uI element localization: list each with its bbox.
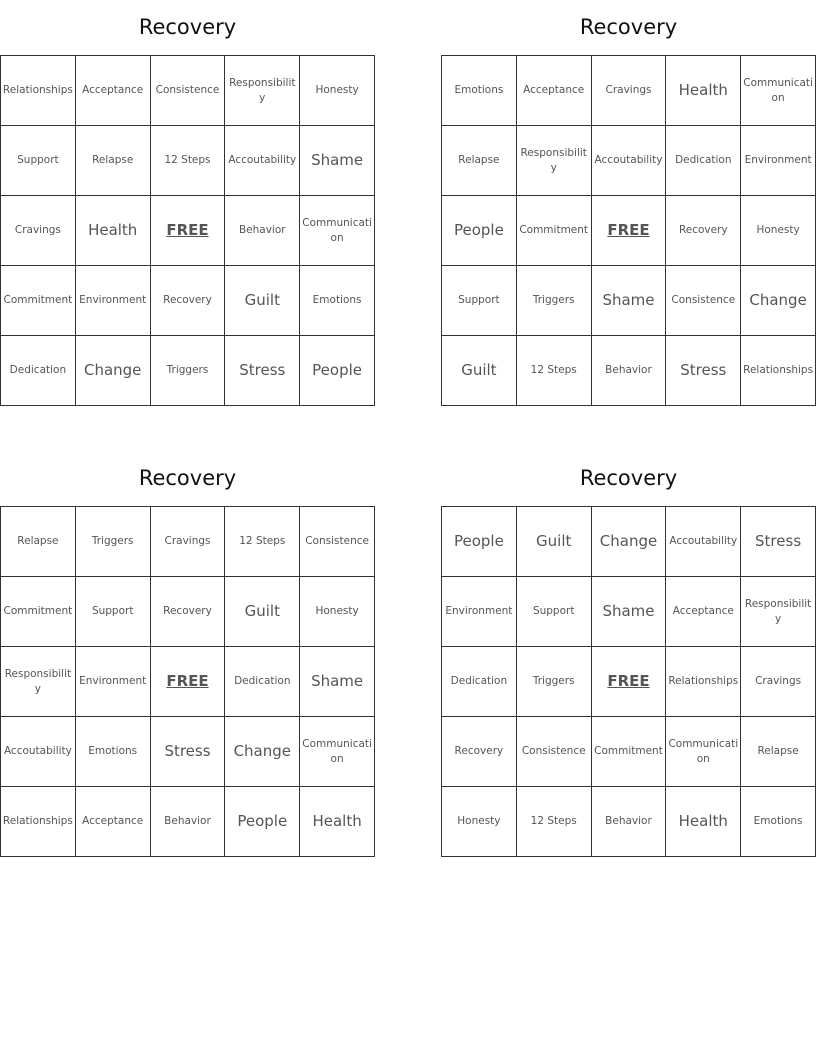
bingo-cell: Dedication — [225, 647, 300, 717]
free-space-cell: FREE — [151, 647, 226, 717]
bingo-cell: Emotions — [442, 56, 517, 126]
bingo-cell: People — [442, 196, 517, 266]
bingo-cell: Shame — [300, 126, 375, 196]
bingo-cell: Honesty — [300, 577, 375, 647]
bingo-card-4 — [441, 451, 816, 830]
card-title: Recovery — [138, 15, 237, 39]
free-space-cell: FREE — [592, 196, 667, 266]
bingo-cell: Accoutability — [592, 126, 667, 196]
free-space-cell: FREE — [151, 196, 226, 266]
bingo-cell: Shame — [592, 266, 667, 336]
bingo-cell: Change — [225, 717, 300, 787]
bingo-cell: Behavior — [151, 787, 226, 857]
bingo-cell: Stress — [741, 507, 816, 577]
bingo-cell: Triggers — [517, 266, 592, 336]
bingo-cell: Dedication — [666, 126, 741, 196]
card-title: Recovery — [579, 466, 678, 490]
bingo-grid — [441, 506, 816, 857]
bingo-cell: Accoutability — [666, 507, 741, 577]
bingo-card-3 — [0, 451, 375, 830]
bingo-cell: Cravings — [741, 647, 816, 717]
bingo-cell: Recovery — [151, 266, 226, 336]
bingo-cell: Behavior — [225, 196, 300, 266]
bingo-cell: Relapse — [1, 507, 76, 577]
bingo-grid — [441, 55, 816, 406]
bingo-cell: Commitment — [592, 717, 667, 787]
bingo-cell: Recovery — [151, 577, 226, 647]
bingo-cell: Communication — [300, 196, 375, 266]
bingo-cell: 12 Steps — [517, 336, 592, 406]
bingo-card-2 — [441, 0, 816, 379]
bingo-card-1 — [0, 0, 375, 379]
bingo-cell: Stress — [666, 336, 741, 406]
bingo-cell: Change — [592, 507, 667, 577]
bingo-cell: Guilt — [442, 336, 517, 406]
bingo-cell: Honesty — [300, 56, 375, 126]
bingo-cell: 12 Steps — [517, 787, 592, 857]
bingo-cell: Cravings — [592, 56, 667, 126]
bingo-cell: Environment — [76, 266, 151, 336]
bingo-cell: Environment — [442, 577, 517, 647]
bingo-cell: Shame — [592, 577, 667, 647]
bingo-cell: Communication — [300, 717, 375, 787]
free-space-cell: FREE — [592, 647, 667, 717]
bingo-grid — [0, 506, 375, 857]
bingo-cell: Change — [741, 266, 816, 336]
bingo-cell: Acceptance — [76, 787, 151, 857]
bingo-cell: Relapse — [442, 126, 517, 196]
bingo-cell: Dedication — [442, 647, 517, 717]
bingo-cell: Responsibility — [517, 126, 592, 196]
bingo-cell: Support — [517, 577, 592, 647]
bingo-cell: Honesty — [442, 787, 517, 857]
bingo-cell: Acceptance — [76, 56, 151, 126]
bingo-cell: Acceptance — [517, 56, 592, 126]
bingo-cell: Accoutability — [225, 126, 300, 196]
bingo-cell: Guilt — [225, 577, 300, 647]
bingo-cell: Recovery — [442, 717, 517, 787]
bingo-cell: Emotions — [76, 717, 151, 787]
bingo-cell: Stress — [151, 717, 226, 787]
bingo-cell: Environment — [76, 647, 151, 717]
bingo-cell: Support — [1, 126, 76, 196]
bingo-cell: Health — [666, 56, 741, 126]
bingo-cell: Commitment — [1, 577, 76, 647]
bingo-cell: Cravings — [1, 196, 76, 266]
bingo-cell: Consistence — [300, 507, 375, 577]
bingo-cell: Relationships — [666, 647, 741, 717]
bingo-cell: Health — [666, 787, 741, 857]
bingo-cell: Relationships — [1, 56, 76, 126]
bingo-cell: Triggers — [517, 647, 592, 717]
bingo-cell: Support — [76, 577, 151, 647]
bingo-cell: Environment — [741, 126, 816, 196]
bingo-cell: Guilt — [517, 507, 592, 577]
bingo-cell: Behavior — [592, 787, 667, 857]
bingo-cell: People — [300, 336, 375, 406]
bingo-cell: Consistence — [517, 717, 592, 787]
bingo-cell: Dedication — [1, 336, 76, 406]
bingo-cell: Triggers — [151, 336, 226, 406]
bingo-cell: Responsibility — [225, 56, 300, 126]
card-title: Recovery — [579, 15, 678, 39]
bingo-cell: 12 Steps — [151, 126, 226, 196]
bingo-cell: People — [442, 507, 517, 577]
bingo-cell: Communication — [666, 717, 741, 787]
bingo-cell: 12 Steps — [225, 507, 300, 577]
bingo-cell: Relationships — [1, 787, 76, 857]
bingo-cell: Emotions — [741, 787, 816, 857]
bingo-cell: Relapse — [741, 717, 816, 787]
bingo-cell: Stress — [225, 336, 300, 406]
bingo-cell: Guilt — [225, 266, 300, 336]
bingo-cell: Responsibility — [741, 577, 816, 647]
bingo-cell: Relapse — [76, 126, 151, 196]
bingo-cell: Shame — [300, 647, 375, 717]
bingo-cell: Commitment — [1, 266, 76, 336]
bingo-cell: Health — [76, 196, 151, 266]
bingo-cell: Accoutability — [1, 717, 76, 787]
bingo-cell: Cravings — [151, 507, 226, 577]
bingo-cell: Acceptance — [666, 577, 741, 647]
bingo-cell: Honesty — [741, 196, 816, 266]
bingo-cell: People — [225, 787, 300, 857]
bingo-cell: Consistence — [666, 266, 741, 336]
bingo-cell: Change — [76, 336, 151, 406]
bingo-cell: Triggers — [76, 507, 151, 577]
bingo-cell: Responsibility — [1, 647, 76, 717]
bingo-cell: Relationships — [741, 336, 816, 406]
card-title: Recovery — [138, 466, 237, 490]
bingo-cell: Health — [300, 787, 375, 857]
bingo-cell: Behavior — [592, 336, 667, 406]
bingo-grid — [0, 55, 375, 406]
bingo-cell: Consistence — [151, 56, 226, 126]
bingo-cell: Recovery — [666, 196, 741, 266]
bingo-cell: Communication — [741, 56, 816, 126]
bingo-cell: Support — [442, 266, 517, 336]
bingo-cell: Emotions — [300, 266, 375, 336]
bingo-cell: Commitment — [517, 196, 592, 266]
